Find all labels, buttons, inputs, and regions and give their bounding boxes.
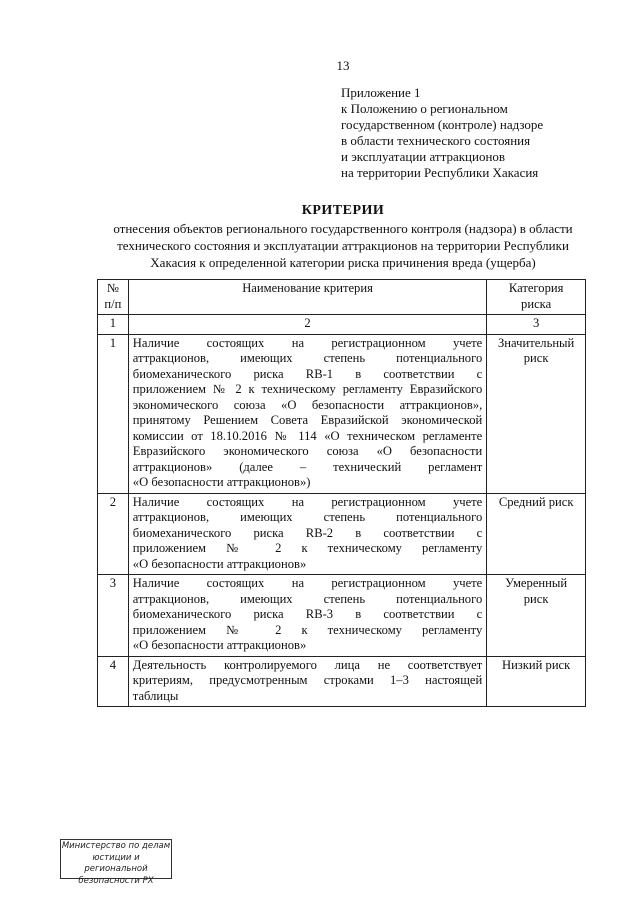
criterion-line: биомеханического риска RB-2 в соответствии с [132, 525, 483, 540]
risk-line: Средний риск [498, 494, 574, 509]
subtitle-line: отнесения объектов регионального государственного контроля (надзора) в области [113, 221, 573, 236]
header-number-line: № [106, 281, 119, 295]
stamp-line: юстиции и региональной [84, 852, 148, 874]
row-number: 3 [98, 575, 129, 657]
registration-stamp [60, 839, 172, 886]
header-name-text: Наименование критерия [242, 281, 373, 295]
subtitle-line: Хакасия к определенной категории риска причинения вреда (ущерба) [150, 255, 536, 270]
row-criterion [128, 575, 486, 657]
row-risk-category [487, 656, 586, 707]
risk-line: Умеренный [505, 576, 568, 590]
criterion-line: Деятельность контролируемого лица не соответствует [132, 657, 483, 672]
row-criterion [128, 656, 486, 707]
criterion-line: приложением № 2 к техническому регламенту [132, 541, 483, 555]
criterion-line: аттракционов, имеющих степень потенциального [132, 351, 483, 365]
stamp-line: безопасности РХ [78, 875, 154, 886]
row-number: 4 [98, 656, 129, 707]
header-criterion-name [128, 280, 486, 315]
criterion-line: Наличие состоящих на регистрационном учете [132, 494, 483, 509]
row-risk-category [487, 334, 586, 493]
risk-line: риск [523, 591, 549, 606]
row-criterion [128, 334, 486, 493]
criterion-line: аттракционов, имеющих степень потенциального [132, 510, 483, 524]
criterion-line: принятому Решением Совета Евразийской экономической [132, 413, 483, 427]
header-risk-line: риска [521, 296, 552, 311]
table-row [98, 334, 586, 493]
appendix-line: к Положению о региональном [341, 101, 508, 116]
document-title: КРИТЕРИИ [301, 203, 385, 218]
table-row [98, 656, 586, 707]
appendix-line: Приложение 1 [341, 85, 421, 100]
header-risk-line: Категория [508, 281, 564, 295]
risk-line: риск [523, 351, 549, 365]
subtitle-line: технического состояния и эксплуатации аттракционов на территории Республики [117, 238, 569, 253]
criteria-table [97, 279, 586, 707]
criterion-line: экономического союза «О безопасности аттракционов», [132, 397, 483, 412]
risk-line: Значительный [497, 335, 575, 350]
table-header-row [98, 280, 586, 315]
appendix-line: на территории Республики Хакасия [341, 165, 539, 180]
criterion-line: комиссии от 18.10.2016 № 114 «О техническом регламенте [132, 428, 483, 443]
header-number [98, 280, 129, 315]
column-index: 1 [98, 315, 129, 335]
document-subtitle [100, 220, 586, 271]
criterion-line: «О безопасности аттракционов» [132, 556, 307, 571]
column-index-row [98, 315, 586, 335]
header-number-line: п/п [104, 296, 122, 311]
criterion-line: приложением № 2 к техническому регламенту [132, 622, 483, 637]
criterion-line: Наличие состоящих на регистрационном учете [132, 576, 483, 590]
header-risk-category [487, 280, 586, 315]
criterion-line: критериям, предусмотренным строками 1–3 настоящей [132, 673, 483, 687]
row-risk-category [487, 493, 586, 575]
column-index: 2 [128, 315, 486, 335]
appendix-line: в области технического состояния [341, 133, 531, 148]
column-index: 3 [487, 315, 586, 335]
row-criterion [128, 493, 486, 575]
stamp-line: Министерство по делам [61, 841, 171, 851]
criterion-line: аттракционов» (далее – технический регламент [132, 459, 483, 474]
criterion-line: Наличие состоящих на регистрационном учете [132, 335, 483, 350]
appendix-block [341, 85, 611, 181]
row-risk-category [487, 575, 586, 657]
appendix-line: государственном (контроле) надзоре [341, 117, 544, 132]
row-number: 2 [98, 493, 129, 575]
criterion-line: Евразийского экономического союза «О безопасности [132, 444, 483, 458]
criterion-line: «О безопасности аттракционов») [132, 475, 311, 489]
appendix-line: и эксплуатации аттракционов [341, 149, 506, 164]
criterion-line: «О безопасности аттракционов» [132, 638, 307, 652]
page-number: 13 [336, 58, 350, 73]
criterion-line: таблицы [132, 688, 179, 703]
table-row [98, 575, 586, 657]
criterion-line: аттракционов, имеющих степень потенциального [132, 591, 483, 606]
criterion-line: приложением № 2 к техническому регламенту Евразийского [132, 382, 483, 396]
risk-line: Низкий риск [501, 657, 571, 672]
criterion-line: биомеханического риска RB-3 в соответствии с [132, 607, 483, 621]
row-number: 1 [98, 334, 129, 493]
table-row [98, 493, 586, 575]
criterion-line: биомеханического риска RB-1 в соответствии с [132, 366, 483, 381]
